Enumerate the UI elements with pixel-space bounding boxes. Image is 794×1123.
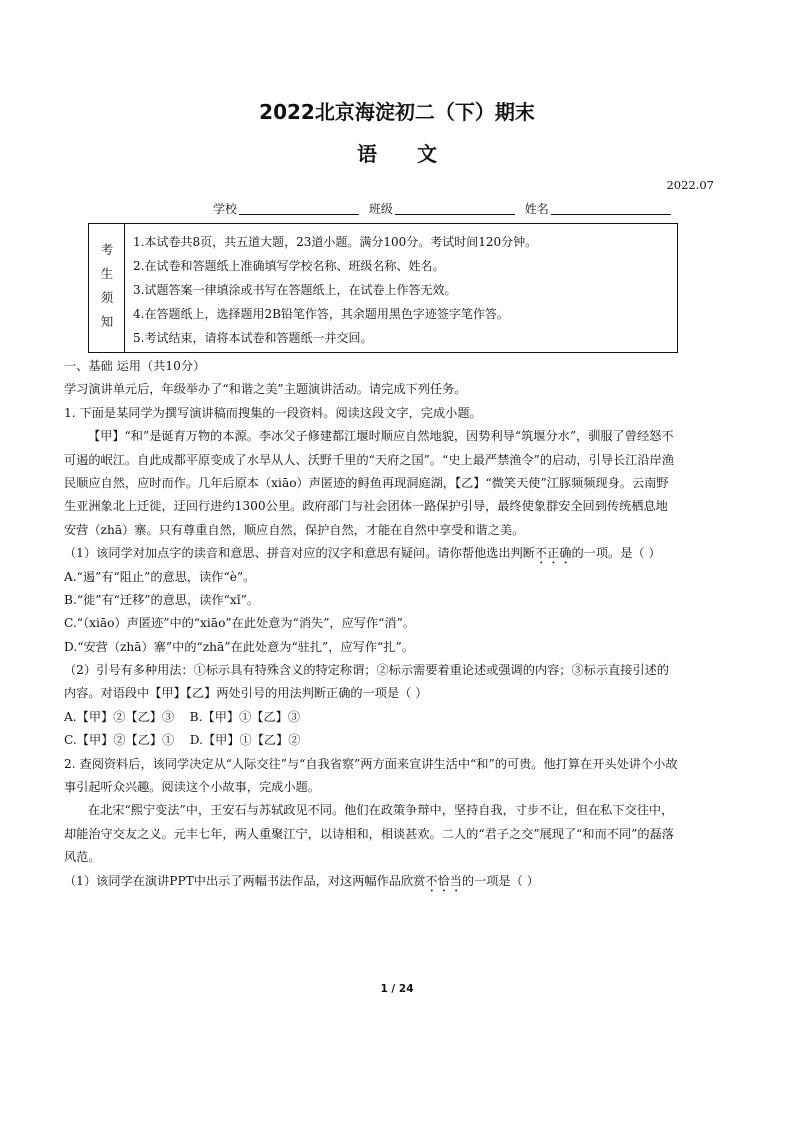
notice-item: 5.考试结束，请将本试卷和答题纸一并交回。: [133, 331, 373, 345]
exam-notice-box: [88, 223, 678, 353]
passage-line: 【甲】“和”是诞育万物的本源。李冰父子修建都江堰时顺应自然地貌，因势利导“筑堰分水”，驯服了曾经怒不: [88, 429, 674, 444]
story-line: 在北宋“熙宁变法”中，王安石与苏轼政见不同。他们在政策争辩中，坚持自我，寸步不让，但在私下交往中，: [88, 803, 674, 818]
notice-item: 3.试题答案一律填涂或书写在答题纸上，在试卷上作答无效。: [133, 283, 457, 297]
exam-content: [64, 355, 734, 893]
question-text: 的一项。是（ ）: [571, 546, 661, 561]
section-heading: 一、基础 运用（共10分）: [64, 359, 206, 373]
school-blank: [239, 202, 359, 215]
question-1-2: （2）引号有多种用法：①标示具有特殊含义的特定称谓；②标示需要着重论述或强调的内容；③标示直接引述的: [64, 663, 669, 678]
section-intro: 学习演讲单元后，年级举办了“和谐之美”主题演讲活动。请完成下列任务。: [64, 382, 467, 397]
notice-head-char: 考: [100, 242, 114, 257]
passage-line: 民顺应自然，应时而作。几年后原本（xiāo）声匿迹的鲟鱼再现洞庭湖，【乙】“微笑天使”江豚频频现身。云南野: [64, 475, 669, 490]
question-2-1: [64, 870, 734, 893]
question-text: 的一项是（ ）: [461, 873, 539, 888]
notice-item: 4.在答题纸上，选择题用2B铅笔作答，其余题用黑色字迹签字笔作答。: [133, 307, 509, 321]
option-d: D.“安营（zhā）寨”中的“zhā”在此处意为“驻扎”，应写作“扎”。: [64, 639, 414, 654]
question-text: （1）该同学对加点字的读音和意思、拼音对应的汉字和意思有疑问。请你帮他选出判断: [64, 546, 535, 561]
name-blank: [551, 202, 671, 215]
student-info-line: [213, 200, 677, 217]
emphasis-text: 不正确: [534, 546, 572, 561]
option-row: C.【甲】②【乙】① D.【甲】①【乙】②: [64, 733, 301, 748]
notice-head-char: 知: [100, 314, 114, 329]
notice-list: [133, 230, 669, 350]
option-row: A.【甲】②【乙】③ B.【甲】①【乙】③: [64, 709, 301, 724]
option-b: B.“徙”有“迁移”的意思，读作“xǐ”。: [64, 592, 260, 607]
class-label: 班级: [368, 202, 393, 216]
question-1-2: 内容。对语段中【甲】【乙】两处引号的用法判断正确的一项是（ ）: [64, 686, 428, 701]
option-c: C.“（xiāo）声匿迹”中的“xiāo”在此处意为“消失”，应写作“消”。: [64, 616, 416, 631]
school-label: 学校: [213, 202, 238, 216]
notice-heading: [89, 224, 125, 352]
name-label: 姓名: [524, 202, 549, 216]
question-1-1: [64, 542, 734, 565]
passage-line: 安营（zhā）寨。只有尊重自然，顺应自然，保护自然，才能在自然中享受和谐之美。: [64, 522, 525, 537]
question-text: （1）该同学在演讲PPT中出示了两幅书法作品，对这两幅作品欣赏: [64, 873, 426, 888]
page-title: 2022北京海淀初二（下）期末: [259, 100, 535, 124]
passage-line: 可遏的岷江。自此成都平原变成了水旱从人、沃野千里的“天府之国”。“史上最严禁渔令”的启动，引导长江沿岸渔: [64, 452, 674, 467]
class-blank: [395, 202, 515, 215]
subject-title: 语文: [357, 142, 477, 166]
question-2-stem: 事引起听众兴趣。阅读这个小故事，完成小题。: [64, 780, 320, 795]
notice-item: 2.在试卷和答题纸上准确填写学校名称、班级名称、姓名。: [133, 259, 445, 273]
notice-head-char: 须: [100, 290, 114, 305]
exam-date: 2022.07: [666, 178, 714, 192]
story-line: 却能治守交友之义。元丰七年，两人重聚江宁，以诗相和，相谈甚欢。二人的“君子之交”展现了“和而不同”的磊落: [64, 826, 674, 841]
question-2-stem: 2. 查阅资料后，该同学决定从“人际交往”与“自我省察”两方面来宣讲生活中“和”的可贵。他打算在开头处讲个小故: [64, 756, 678, 771]
emphasis-text: 不恰当: [425, 873, 462, 888]
option-a: A.“遏”有“阻止”的意思，读作“è”。: [64, 569, 256, 584]
page-number: 1 / 24: [380, 983, 414, 995]
notice-item: 1.本试卷共8页，共五道大题，23道小题。满分100分。考试时间120分钟。: [133, 235, 538, 249]
passage-line: 生亚洲象北上迁徙，迂回行进约1300公里。政府部门与社会团体一路保护引导，最终使象群安全回到传统栖息地: [64, 499, 668, 514]
notice-head-char: 生: [100, 266, 114, 281]
story-line: 风范。: [64, 850, 101, 865]
question-1-stem: 1. 下面是某同学为撰写演讲稿而搜集的一段资料。阅读这段文字，完成小题。: [64, 405, 482, 420]
